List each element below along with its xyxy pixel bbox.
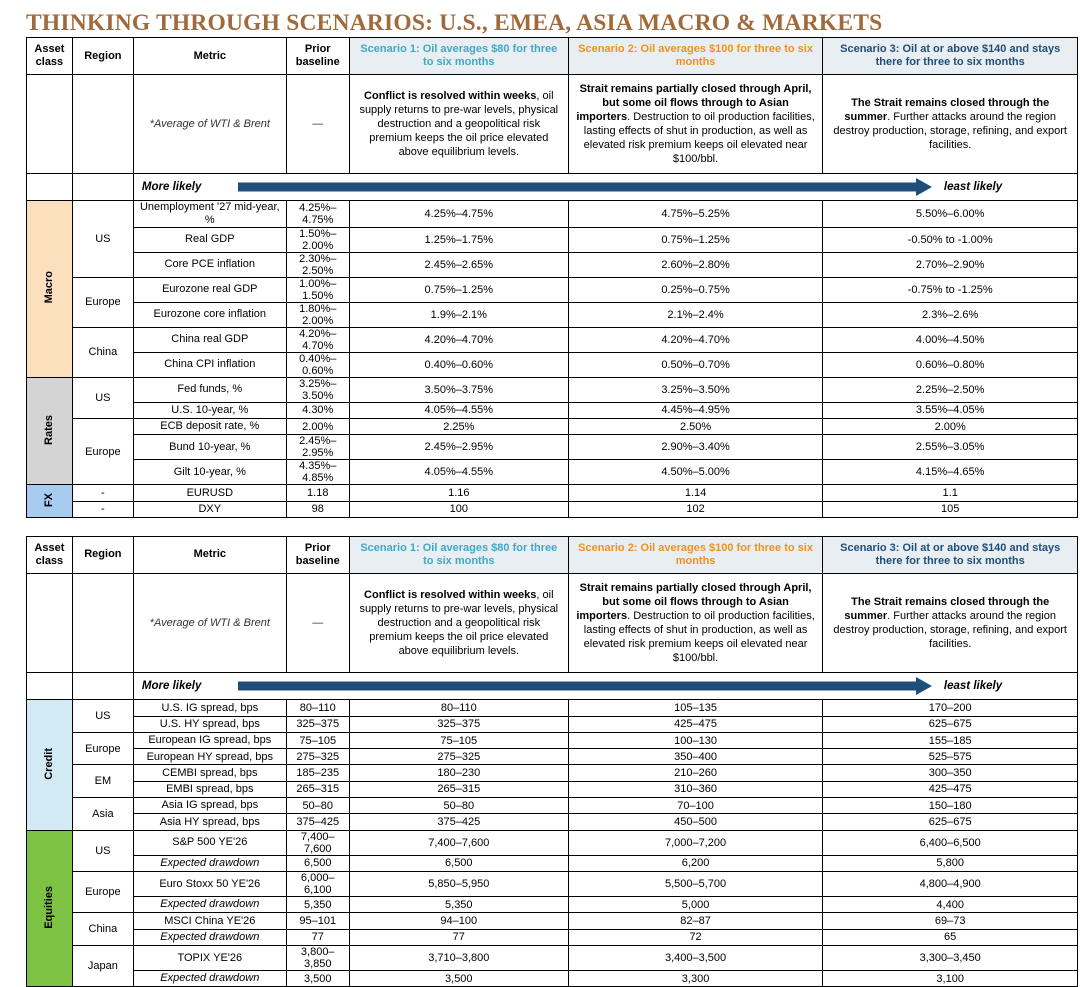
scenario-1-cell: 325–375 — [349, 716, 568, 732]
scenario-3-cell: 4.00%–4.50% — [823, 327, 1078, 352]
narrative-s2-bold-2: Strait remains partially closed through April, but some oil flows through to Asian importers — [576, 581, 812, 622]
scenario-1-cell: 180–230 — [349, 765, 568, 781]
region-cell: US — [72, 201, 133, 277]
likelihood-region-blank-2 — [72, 673, 133, 700]
scenario-3-cell: 150–180 — [823, 798, 1078, 814]
scenario-3-cell: 625–675 — [823, 814, 1078, 830]
scenario-1-cell: 1.16 — [349, 485, 568, 501]
metric-cell: S&P 500 YE'26 — [133, 830, 286, 855]
metric-cell: Expected drawdown — [133, 929, 286, 945]
scenario-3-cell: 0.60%–0.80% — [823, 352, 1078, 377]
table-row — [27, 327, 1078, 352]
prior-baseline-cell: 6,000–6,100 — [286, 871, 349, 896]
scenario-2-cell: 0.25%–0.75% — [568, 277, 823, 302]
table2-header-row — [27, 536, 1078, 573]
metric-cell: EMBI spread, bps — [133, 781, 286, 797]
prior-baseline-cell: 7,400–7,600 — [286, 830, 349, 855]
col-header-region: Region — [72, 38, 133, 75]
table-row — [27, 913, 1078, 929]
scenario-1-cell: 2.45%–2.95% — [349, 435, 568, 460]
scenario-2-cell: 3,300 — [568, 970, 823, 986]
likelihood-region-blank — [72, 174, 133, 201]
scenario-2-cell: 3.25%–3.50% — [568, 377, 823, 402]
scenario-2-cell: 4.45%–4.95% — [568, 402, 823, 418]
metric-cell: U.S. 10-year, % — [133, 402, 286, 418]
scenario-3-cell: 2.25%–2.50% — [823, 377, 1078, 402]
narrative-scenario-1-2 — [349, 573, 568, 672]
scenario-1-cell: 0.40%–0.60% — [349, 352, 568, 377]
asset-class-label: Rates — [43, 414, 56, 445]
table-row — [27, 970, 1078, 986]
narrative-prior-dash: — — [286, 74, 349, 173]
prior-baseline-cell: 2.30%–2.50% — [286, 252, 349, 277]
scenario-1-cell: 100 — [349, 501, 568, 517]
narrative-asset-blank — [27, 74, 73, 173]
col-header-region-2: Region — [72, 536, 133, 573]
scenario-1-cell: 4.05%–4.55% — [349, 460, 568, 485]
scenario-3-cell: 6,400–6,500 — [823, 830, 1078, 855]
macro-rates-fx-table — [26, 37, 1078, 518]
table-row — [27, 201, 1078, 227]
region-cell: Europe — [72, 419, 133, 485]
narrative-s3-rest: . Further attacks around the region destroy production, storage, refining, and export facilities. — [833, 111, 1067, 152]
asset-class-label: Macro — [43, 271, 56, 304]
prior-baseline-cell: 1.80%–2.00% — [286, 302, 349, 327]
scenario-1-cell: 0.75%–1.25% — [349, 277, 568, 302]
scenario-3-cell: -0.75% to -1.25% — [823, 277, 1078, 302]
metric-cell: Asia IG spread, bps — [133, 798, 286, 814]
narrative-s2-bold: Strait remains partially closed through April, but some oil flows through to Asian importers — [576, 82, 812, 124]
scenario-1-cell: 6,500 — [349, 855, 568, 871]
table-gap-1 — [0, 518, 1080, 536]
prior-baseline-cell: 77 — [286, 929, 349, 945]
likelihood-arrow-cell-2 — [133, 673, 1077, 700]
table-row — [27, 402, 1078, 418]
region-cell: Europe — [72, 871, 133, 912]
wti-brent-note-2: *Average of WTI & Brent — [133, 573, 286, 672]
narrative-s3-bold: The Strait remains closed through the summer — [844, 97, 1050, 124]
scenario-2-cell: 4.75%–5.25% — [568, 201, 823, 227]
table1-body — [27, 38, 1078, 518]
scenario-1-cell: 80–110 — [349, 700, 568, 716]
credit-equities-table — [26, 536, 1078, 987]
prior-baseline-cell: 80–110 — [286, 700, 349, 716]
scenario-1-cell: 375–425 — [349, 814, 568, 830]
scenario-3-cell: 65 — [823, 929, 1078, 945]
table-row — [27, 352, 1078, 377]
scenario-1-cell: 2.45%–2.65% — [349, 252, 568, 277]
table2-body — [27, 536, 1078, 986]
scenario-2-cell: 5,000 — [568, 896, 823, 912]
scenario-3-cell: -0.50% to -1.00% — [823, 227, 1078, 252]
prior-baseline-cell: 3,500 — [286, 970, 349, 986]
metric-cell: Real GDP — [133, 227, 286, 252]
metric-cell: European IG spread, bps — [133, 732, 286, 748]
scenario-3-cell: 4,800–4,900 — [823, 871, 1078, 896]
narrative-s3-bold-2: The Strait remains closed through the summer — [844, 595, 1050, 622]
region-cell: Europe — [72, 732, 133, 765]
scenario-3-cell: 3,100 — [823, 970, 1078, 986]
prior-baseline-cell: 185–235 — [286, 765, 349, 781]
narrative-s1-bold: Conflict is resolved within weeks — [364, 89, 537, 102]
scenario-3-cell: 4.15%–4.65% — [823, 460, 1078, 485]
table-row — [27, 855, 1078, 871]
metric-cell: Euro Stoxx 50 YE'26 — [133, 871, 286, 896]
scenario-3-cell: 4,400 — [823, 896, 1078, 912]
table-row — [27, 277, 1078, 302]
table-row — [27, 302, 1078, 327]
prior-baseline-cell: 5,350 — [286, 896, 349, 912]
scenario-2-cell: 425–475 — [568, 716, 823, 732]
scenario-1-cell: 7,400–7,600 — [349, 830, 568, 855]
narrative-scenario-2 — [568, 74, 823, 173]
narrative-scenario-2-2 — [568, 573, 823, 672]
narrative-scenario-1 — [349, 74, 568, 173]
scenario-2-cell: 3,400–3,500 — [568, 945, 823, 970]
col-header-asset-class-2: Asset class — [27, 536, 73, 573]
scenario-2-cell: 2.50% — [568, 419, 823, 435]
prior-baseline-cell: 6,500 — [286, 855, 349, 871]
scenario-2-cell: 105–135 — [568, 700, 823, 716]
scenario-3-cell: 5.50%–6.00% — [823, 201, 1078, 227]
asset-class-cell — [27, 485, 73, 518]
more-likely-label-2: More likely — [141, 680, 202, 693]
prior-baseline-cell: 1.00%–1.50% — [286, 277, 349, 302]
prior-baseline-cell: 98 — [286, 501, 349, 517]
prior-baseline-cell: 50–80 — [286, 798, 349, 814]
scenario-2-cell: 210–260 — [568, 765, 823, 781]
region-cell: - — [72, 485, 133, 501]
scenario-1-cell: 1.9%–2.1% — [349, 302, 568, 327]
likelihood-asset-blank-2 — [27, 673, 73, 700]
scenario-3-cell: 2.70%–2.90% — [823, 252, 1078, 277]
scenario-1-cell: 265–315 — [349, 781, 568, 797]
metric-cell: Bund 10-year, % — [133, 435, 286, 460]
prior-baseline-cell: 325–375 — [286, 716, 349, 732]
metric-cell: TOPIX YE'26 — [133, 945, 286, 970]
likelihood-arrow-wrap-2 — [134, 673, 1077, 699]
scenario-3-cell: 105 — [823, 501, 1078, 517]
table1-narrative-row — [27, 74, 1078, 173]
prior-baseline-cell: 1.18 — [286, 485, 349, 501]
prior-baseline-cell: 75–105 — [286, 732, 349, 748]
scenario-1-cell: 3.50%–3.75% — [349, 377, 568, 402]
metric-cell: Unemployment '27 mid-year, % — [133, 201, 286, 227]
likelihood-arrow-head-2 — [916, 677, 932, 695]
scenario-2-cell: 70–100 — [568, 798, 823, 814]
scenario-2-cell: 100–130 — [568, 732, 823, 748]
prior-baseline-cell: 375–425 — [286, 814, 349, 830]
asset-class-label: Equities — [43, 885, 56, 929]
scenario-2-cell: 6,200 — [568, 855, 823, 871]
table1-likelihood-row — [27, 174, 1078, 201]
col-header-scenario-3: Scenario 3: Oil at or above $140 and stays there for three to six months — [823, 38, 1078, 75]
table-row — [27, 716, 1078, 732]
narrative-s1-rest-2: , oil supply returns to pre-war levels, physical destruction and a geopolitical risk premium keeps the oil price elevated above equilibrium levels. — [359, 588, 559, 658]
likelihood-arrow-wrap — [134, 174, 1077, 200]
scenario-2-cell: 1.14 — [568, 485, 823, 501]
narrative-s2-rest: . Destruction to oil production facilities, lasting effects of shut in production, as well as elevated risk premium keeps oil elevated near $100/bbl. — [583, 111, 815, 166]
narrative-s1-bold-2: Conflict is resolved within weeks — [364, 588, 537, 601]
scenario-1-cell: 1.25%–1.75% — [349, 227, 568, 252]
scenario-3-cell: 2.00% — [823, 419, 1078, 435]
scenario-2-cell: 310–360 — [568, 781, 823, 797]
narrative-s1-rest: , oil supply returns to pre-war levels, physical destruction and a geopolitical risk premium keeps the oil price elevated above equilibrium levels. — [359, 89, 559, 159]
scenario-3-cell: 425–475 — [823, 781, 1078, 797]
metric-cell: Fed funds, % — [133, 377, 286, 402]
metric-cell: Expected drawdown — [133, 970, 286, 986]
col-header-scenario-2: Scenario 2: Oil averages $100 for three to six months — [568, 38, 823, 75]
scenario-1-cell: 4.20%–4.70% — [349, 327, 568, 352]
likelihood-arrow-bar — [238, 183, 916, 192]
scenario-1-cell: 3,500 — [349, 970, 568, 986]
prior-baseline-cell: 4.20%–4.70% — [286, 327, 349, 352]
scenario-2-cell: 450–500 — [568, 814, 823, 830]
metric-cell: Expected drawdown — [133, 896, 286, 912]
least-likely-label: least likely — [943, 181, 1003, 194]
scenario-2-cell: 4.50%–5.00% — [568, 460, 823, 485]
wti-brent-note: *Average of WTI & Brent — [133, 74, 286, 173]
metric-cell: U.S. HY spread, bps — [133, 716, 286, 732]
col-header-prior-baseline: Prior baseline — [286, 38, 349, 75]
table-row — [27, 501, 1078, 517]
col-header-metric-2: Metric — [133, 536, 286, 573]
metric-cell: Expected drawdown — [133, 855, 286, 871]
table-row — [27, 798, 1078, 814]
metric-cell: DXY — [133, 501, 286, 517]
scenario-3-cell: 1.1 — [823, 485, 1078, 501]
metric-cell: China real GDP — [133, 327, 286, 352]
metric-cell: Eurozone core inflation — [133, 302, 286, 327]
scenario-3-cell: 525–575 — [823, 749, 1078, 765]
narrative-scenario-3 — [823, 74, 1078, 173]
metric-cell: Core PCE inflation — [133, 252, 286, 277]
scenario-1-cell: 50–80 — [349, 798, 568, 814]
scenario-2-cell: 102 — [568, 501, 823, 517]
region-cell: US — [72, 830, 133, 871]
metric-cell: Eurozone real GDP — [133, 277, 286, 302]
scenario-3-cell: 3.55%–4.05% — [823, 402, 1078, 418]
asset-class-cell — [27, 377, 73, 485]
table-row — [27, 765, 1078, 781]
scenario-2-cell: 350–400 — [568, 749, 823, 765]
scenario-2-cell: 82–87 — [568, 913, 823, 929]
col-header-scenario-2-2: Scenario 2: Oil averages $100 for three to six months — [568, 536, 823, 573]
table2-narrative-row — [27, 573, 1078, 672]
table2-likelihood-row — [27, 673, 1078, 700]
least-likely-label-2: least likely — [943, 680, 1003, 693]
scenario-3-cell: 2.55%–3.05% — [823, 435, 1078, 460]
scenario-1-cell: 3,710–3,800 — [349, 945, 568, 970]
scenario-2-cell: 2.60%–2.80% — [568, 252, 823, 277]
prior-baseline-cell: 3.25%–3.50% — [286, 377, 349, 402]
table-row — [27, 700, 1078, 716]
table-row — [27, 871, 1078, 896]
scenario-3-cell: 155–185 — [823, 732, 1078, 748]
prior-baseline-cell: 95–101 — [286, 913, 349, 929]
prior-baseline-cell: 2.00% — [286, 419, 349, 435]
scenario-1-cell: 5,350 — [349, 896, 568, 912]
scenario-3-cell: 625–675 — [823, 716, 1078, 732]
metric-cell: Asia HY spread, bps — [133, 814, 286, 830]
scenario-1-cell: 77 — [349, 929, 568, 945]
table-row — [27, 435, 1078, 460]
region-cell: China — [72, 913, 133, 946]
col-header-scenario-3-2: Scenario 3: Oil at or above $140 and stays there for three to six months — [823, 536, 1078, 573]
scenario-3-cell: 5,800 — [823, 855, 1078, 871]
col-header-prior-baseline-2: Prior baseline — [286, 536, 349, 573]
scenario-1-cell: 4.25%–4.75% — [349, 201, 568, 227]
likelihood-arrow-cell — [133, 174, 1077, 201]
asset-class-cell — [27, 201, 73, 377]
asset-class-cell — [27, 830, 73, 986]
scenario-3-cell: 2.3%–2.6% — [823, 302, 1078, 327]
scenario-3-cell: 69–73 — [823, 913, 1078, 929]
metric-cell: European HY spread, bps — [133, 749, 286, 765]
scenario-1-cell: 5,850–5,950 — [349, 871, 568, 896]
metric-cell: MSCI China YE'26 — [133, 913, 286, 929]
narrative-region-blank-2 — [72, 573, 133, 672]
page-title: THINKING THROUGH SCENARIOS: U.S., EMEA, ASIA MACRO & MARKETS — [26, 10, 883, 36]
region-cell: US — [72, 377, 133, 418]
scenario-3-cell: 3,300–3,450 — [823, 945, 1078, 970]
region-cell: China — [72, 327, 133, 377]
narrative-prior-dash-2: — — [286, 573, 349, 672]
region-cell: US — [72, 700, 133, 733]
prior-baseline-cell: 2.45%–2.95% — [286, 435, 349, 460]
table-row — [27, 929, 1078, 945]
scenario-2-cell: 2.90%–3.40% — [568, 435, 823, 460]
scenario-3-cell: 170–200 — [823, 700, 1078, 716]
region-cell: - — [72, 501, 133, 517]
more-likely-label: More likely — [141, 181, 202, 194]
asset-class-cell — [27, 700, 73, 830]
region-cell: Asia — [72, 798, 133, 831]
metric-cell: CEMBI spread, bps — [133, 765, 286, 781]
scenario-1-cell: 4.05%–4.55% — [349, 402, 568, 418]
table-row — [27, 749, 1078, 765]
table-row — [27, 485, 1078, 501]
table-row — [27, 252, 1078, 277]
table-row — [27, 419, 1078, 435]
scenario-2-cell: 2.1%–2.4% — [568, 302, 823, 327]
narrative-s3-rest-2: . Further attacks around the region destroy production, storage, refining, and export facilities. — [833, 609, 1067, 651]
table-row — [27, 896, 1078, 912]
scenario-2-cell: 4.20%–4.70% — [568, 327, 823, 352]
scenario-2-cell: 0.75%–1.25% — [568, 227, 823, 252]
scenario-1-cell: 75–105 — [349, 732, 568, 748]
table-row — [27, 830, 1078, 855]
table-row — [27, 781, 1078, 797]
scenario-1-cell: 275–325 — [349, 749, 568, 765]
narrative-region-blank — [72, 74, 133, 173]
prior-baseline-cell: 4.30% — [286, 402, 349, 418]
metric-cell: EURUSD — [133, 485, 286, 501]
narrative-scenario-3-2 — [823, 573, 1078, 672]
prior-baseline-cell: 3,800–3,850 — [286, 945, 349, 970]
region-cell: EM — [72, 765, 133, 798]
prior-baseline-cell: 4.35%–4.85% — [286, 460, 349, 485]
likelihood-arrow-head — [916, 178, 932, 196]
table-row — [27, 945, 1078, 970]
metric-cell: Gilt 10-year, % — [133, 460, 286, 485]
prior-baseline-cell: 275–325 — [286, 749, 349, 765]
col-header-scenario-1: Scenario 1: Oil averages $80 for three to six months — [349, 38, 568, 75]
scenario-2-cell: 7,000–7,200 — [568, 830, 823, 855]
table-row — [27, 460, 1078, 485]
table-row — [27, 814, 1078, 830]
prior-baseline-cell: 4.25%–4.75% — [286, 201, 349, 227]
metric-cell: China CPI inflation — [133, 352, 286, 377]
metric-cell: ECB deposit rate, % — [133, 419, 286, 435]
scenario-2-cell: 0.50%–0.70% — [568, 352, 823, 377]
col-header-metric: Metric — [133, 38, 286, 75]
narrative-asset-blank-2 — [27, 573, 73, 672]
metric-cell: U.S. IG spread, bps — [133, 700, 286, 716]
table-row — [27, 377, 1078, 402]
scenario-3-cell: 300–350 — [823, 765, 1078, 781]
narrative-s2-rest-2: . Destruction to oil production facilities, lasting effects of shut in production, as well as elevated risk premium keeps oil elevated near $100/bbl. — [583, 609, 815, 665]
table1-header-row — [27, 38, 1078, 75]
prior-baseline-cell: 265–315 — [286, 781, 349, 797]
likelihood-asset-blank — [27, 174, 73, 201]
col-header-scenario-1-2: Scenario 1: Oil averages $80 for three to six months — [349, 536, 568, 573]
asset-class-label: FX — [43, 492, 56, 507]
region-cell: Europe — [72, 277, 133, 327]
prior-baseline-cell: 1.50%–2.00% — [286, 227, 349, 252]
scenario-1-cell: 94–100 — [349, 913, 568, 929]
col-header-asset-class: Asset class — [27, 38, 73, 75]
likelihood-arrow-bar-2 — [238, 682, 916, 691]
asset-class-label: Credit — [43, 747, 56, 780]
scenario-2-cell: 5,500–5,700 — [568, 871, 823, 896]
table-row — [27, 732, 1078, 748]
table-row — [27, 227, 1078, 252]
prior-baseline-cell: 0.40%–0.60% — [286, 352, 349, 377]
scenario-1-cell: 2.25% — [349, 419, 568, 435]
region-cell: Japan — [72, 945, 133, 986]
scenario-2-cell: 72 — [568, 929, 823, 945]
